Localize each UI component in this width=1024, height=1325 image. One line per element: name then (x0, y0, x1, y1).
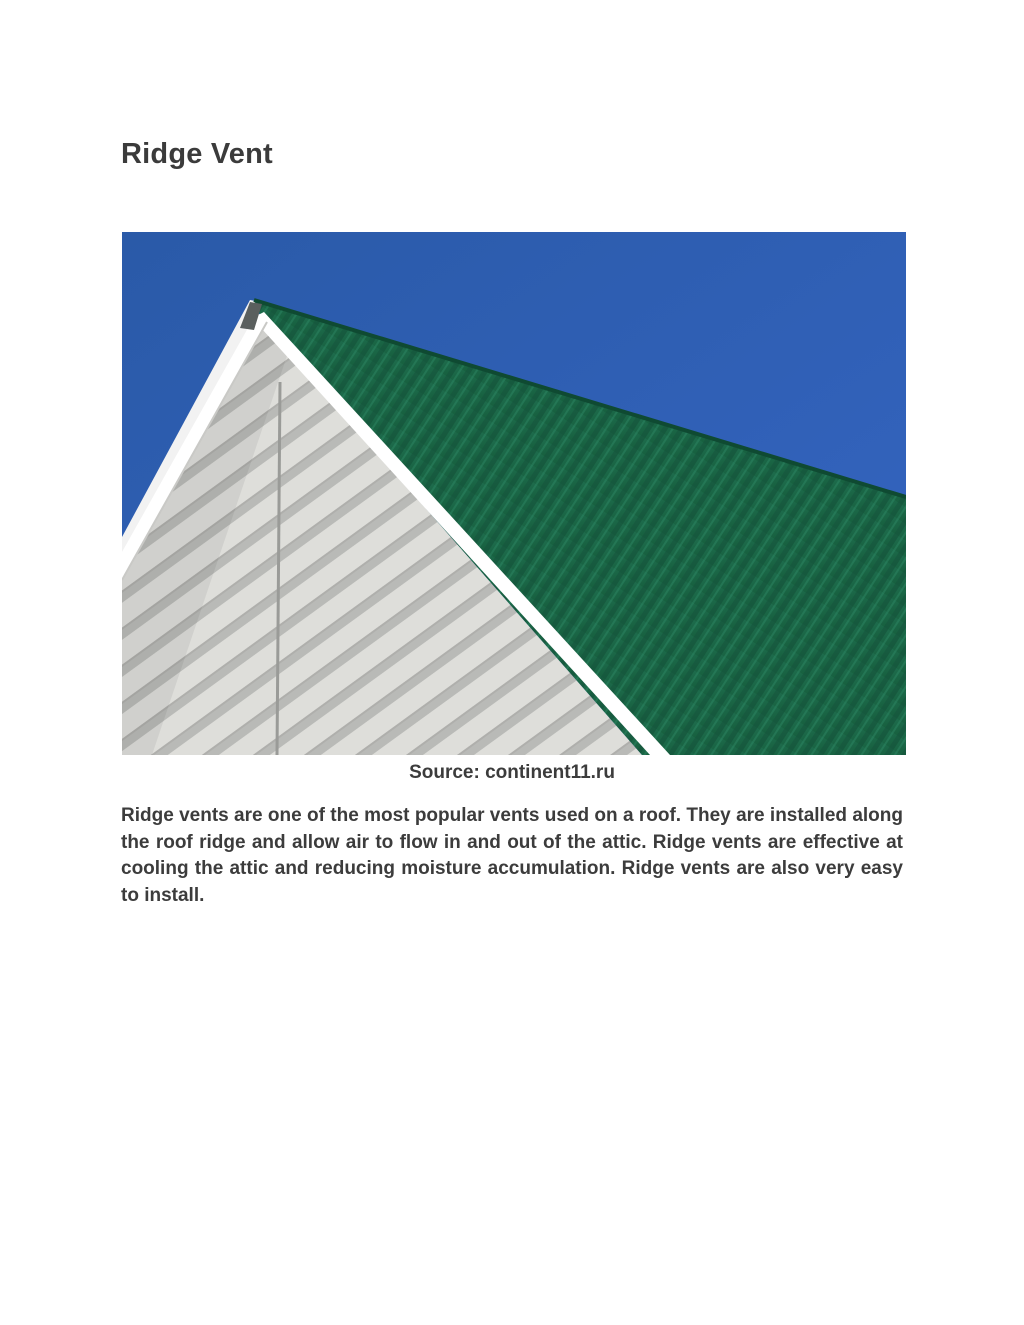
image-caption: Source: continent11.ru (409, 762, 615, 783)
roof-photo (122, 232, 906, 755)
page-title: Ridge Vent (121, 138, 273, 170)
roof-illustration (122, 232, 906, 755)
body-paragraph: Ridge vents are one of the most popular vents used on a roof. They are installed along the roof ridge and allow air to flow in and out of the attic. Ridge vents are effective at cooling the attic and reducing moisture accumulation. Ridge vents are also very easy to install. (121, 805, 903, 906)
